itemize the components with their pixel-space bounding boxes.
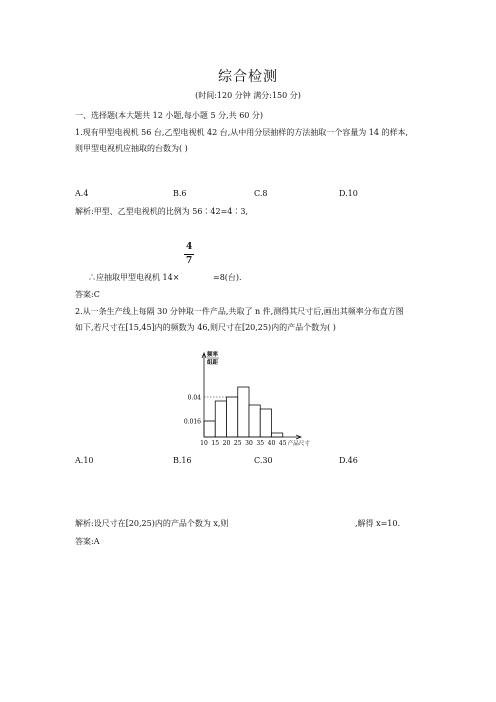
y-axis-label-bottom: 组距 — [207, 360, 219, 366]
q1-fraction-bar — [184, 254, 194, 255]
x-tick-label: 25 — [233, 440, 242, 447]
page-subtitle: (时间:120 分钟 满分:150 分) — [195, 91, 301, 100]
q2-text-line2: 如下,若尺寸在[15,45]内的频数为 46,则尺寸在[20,25)内的产品个数为( ) — [75, 323, 336, 332]
x-tick-label: 40 — [267, 440, 276, 447]
y-tick-label: 0.04 — [187, 394, 201, 402]
q1-analysis: 解析:甲型、乙型电视机的比例为 56∶42=4∶3, — [75, 207, 249, 216]
histogram-bar — [238, 387, 249, 437]
histogram-bar — [215, 401, 226, 437]
q2-analysis-left: 解析:设尺寸在[20,25)内的产品个数为 x,则 — [75, 519, 229, 528]
q1-option-b: B.6 — [173, 189, 187, 198]
x-tick-label: 35 — [256, 440, 265, 447]
q2-option-c: C.30 — [254, 456, 273, 465]
q1-fraction-numerator: 4 — [186, 242, 193, 252]
q1-text-line2: 则甲型电视机应抽取的台数为( ) — [75, 144, 188, 153]
q2-option-d: D.46 — [339, 456, 358, 465]
q1-conclusion-left: ∴应抽取甲型电视机 14× — [88, 273, 180, 282]
q1-fraction-denominator: 7 — [186, 256, 193, 266]
histogram-bar — [272, 433, 283, 437]
q2-option-a: A.10 — [75, 456, 94, 465]
q1-answer: 答案:C — [75, 290, 100, 299]
histogram-bar — [204, 421, 215, 437]
y-tick-label: 0.016 — [183, 418, 201, 426]
q1-conclusion-right: =8(台). — [213, 273, 242, 282]
q2-option-b: B.16 — [173, 456, 192, 465]
q1-text-line1: 1.现有甲型电视机 56 台,乙型电视机 42 台,从中用分层抽样的方法抽取一个容量为 14 的样本, — [75, 128, 409, 137]
histogram-bar — [260, 409, 271, 437]
x-tick-label: 10 — [200, 440, 208, 447]
q2-analysis-right: ,解得 x=10. — [355, 519, 401, 528]
x-tick-label: 45 — [278, 440, 287, 447]
y-axis-label-top: 频率 — [207, 352, 219, 358]
frequency-histogram — [170, 348, 310, 452]
x-tick-label: 20 — [222, 440, 231, 447]
q1-option-a: A.4 — [75, 189, 89, 198]
x-tick-label: 30 — [245, 440, 253, 447]
x-tick-label: 15 — [211, 440, 220, 447]
page-title: 综合检测 — [218, 69, 278, 85]
histogram-bar — [227, 397, 238, 437]
x-axis-label: 产品尺寸 — [287, 441, 310, 447]
section-heading: 一、选择题(本大题共 12 小题,每小题 5 分,共 60 分) — [75, 111, 264, 120]
q2-text-line1: 2.从一条生产线上每隔 30 分钟取一件产品,共取了 n 件,测得其尺寸后,画出其频率分布直方图 — [75, 307, 404, 316]
q2-answer: 答案:A — [75, 537, 100, 546]
q1-option-c: C.8 — [254, 189, 268, 198]
q1-option-d: D.10 — [339, 189, 358, 198]
histogram-bar — [249, 405, 260, 437]
